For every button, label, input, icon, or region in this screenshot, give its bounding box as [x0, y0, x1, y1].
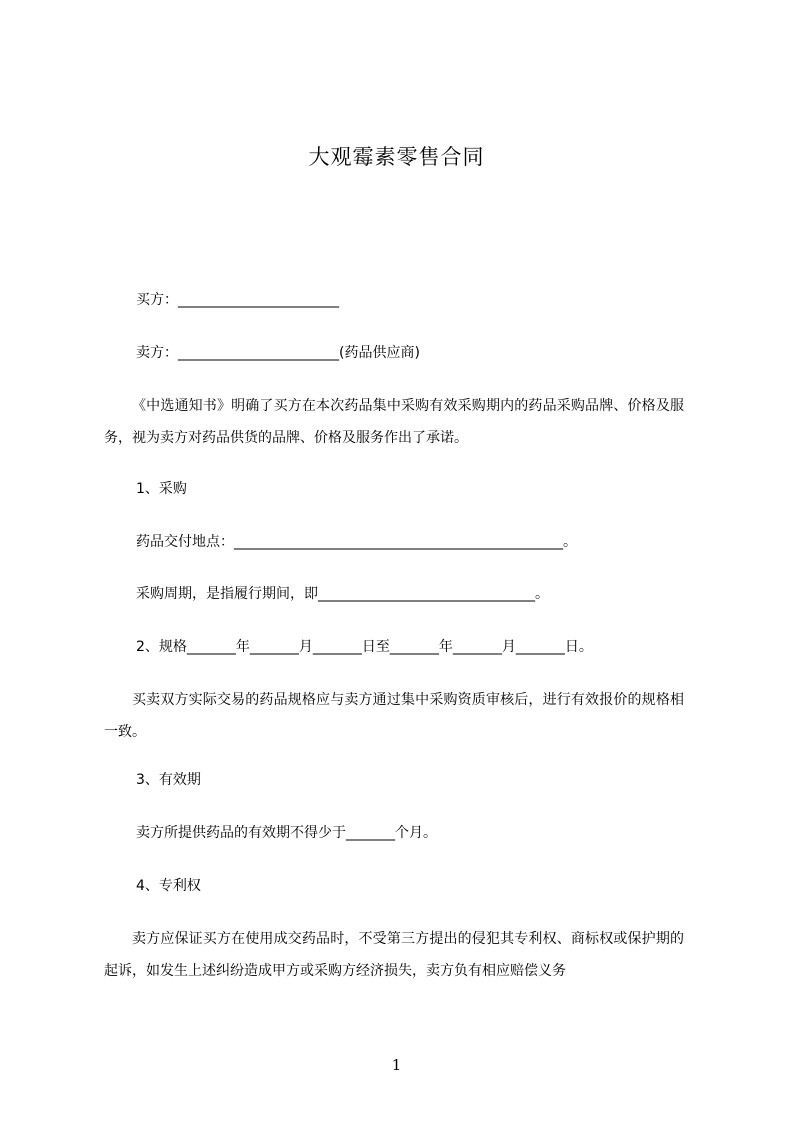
- patent-paragraph: 卖方应保证买方在使用成交药品时，不受第三方提出的侵犯其专利权、商标权或保护期的起诉，如发生上述纠纷造成甲方或采购方经济损失，卖方负有相应赔偿义务: [104, 931, 684, 979]
- section-1-heading: 1、采购: [136, 481, 187, 497]
- intro-paragraph: 《中选通知书》明确了买方在本次药品集中采购有效采购期内的药品采购品牌、价格及服务，视为卖方对药品供货的品牌、价格及服务作出了承诺。: [104, 398, 684, 446]
- section-2-heading: 2、规格_______年_______月_______日至_______年_______月_______日。: [136, 639, 593, 655]
- spec-paragraph: 买卖双方实际交易的药品规格应与卖方通过集中采购资质审核后，进行有效报价的规格相一致。: [104, 692, 684, 740]
- buyer-line: 买方：_______________________: [136, 292, 339, 308]
- purchase-period-line: 采购周期，是指履行期间，即_______________________________。: [136, 586, 549, 602]
- validity-line: 卖方所提供药品的有效期不得少于_______个月。: [136, 825, 437, 841]
- delivery-location-line: 药品交付地点：_______________________________________________。: [136, 534, 577, 550]
- section-3-heading: 3、有效期: [136, 772, 201, 788]
- section-4-heading: 4、专利权: [136, 878, 201, 894]
- document-title: 大观霉素零售合同: [308, 145, 485, 169]
- seller-line: 卖方：_______________________(药品供应商): [136, 345, 420, 361]
- page-number: 1: [391, 1056, 402, 1074]
